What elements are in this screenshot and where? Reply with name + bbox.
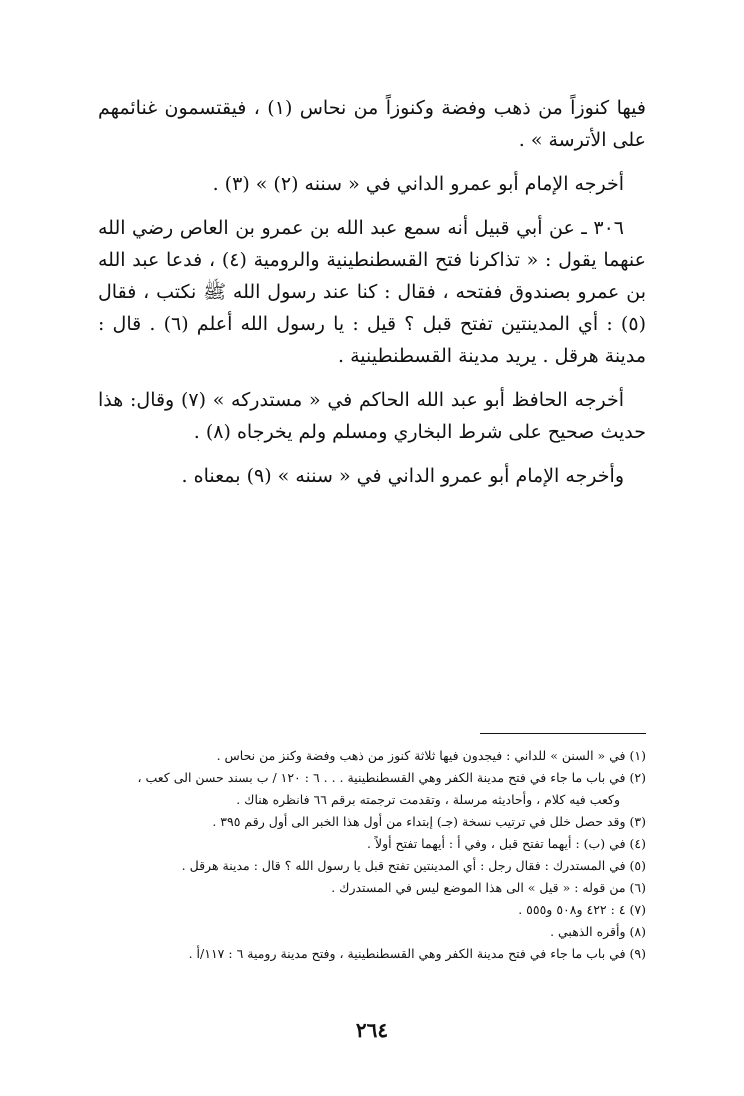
footnote-8: (٨) وأقره الذهبي . [550, 924, 646, 939]
footnote-9: (٩) في باب ما جاء في فتح مدينة الكفر وهي القسطنطينية ، وفتح مدينة رومية ٦ : ١١٧/أ . [188, 946, 646, 961]
footnote-separator [480, 733, 646, 734]
footnote-3: (٣) وقد حصل خلل في ترتيب نسخة (جـ) إبتداء من أول هذا الخبر الى أول رقم ٣٩٥ . [212, 814, 646, 829]
footnote-7: (٧) ٤ : ٤٢٢ و٥٠٨ و٥٥٥ . [518, 902, 646, 917]
footnote-5: (٥) في المستدرك : فقال رجل : أي المدينتين تفتح قبل يا رسول الله ؟ قال : مدينة هرقل . [181, 858, 646, 873]
footnote-1: (١) في « السنن » للداني : فيجدون فيها ثلاثة كنوز من ذهب وفضة وكنز من نحاس . [216, 748, 646, 763]
footnote-6: (٦) من قوله : « قيل » الى هذا الموضع ليس في المستدرك . [331, 880, 646, 895]
footnote-4: (٤) في (ب) : أيهما تفتح قبل ، وفي أ : أيهما تفتح أولاً . [367, 836, 646, 851]
paragraph-source-dani: أخرجه الإمام أبو عمرو الداني في « سننه (٢) » (٣) . [212, 173, 624, 195]
page-number: ٢٦٤ [355, 1018, 389, 1042]
main-text [98, 92, 646, 504]
footnote-2: (٢) في باب ما جاء في فتح مدينة الكفر وهي القسطنطينية . . . ٦ : ١٢٠ / ب بسند حسن الى كعب ، [137, 770, 646, 785]
paragraph-source-dani-2: وأخرجه الإمام أبو عمرو الداني في « سننه » (٩) بمعناه . [181, 465, 624, 487]
paragraph-hadith-306: ٣٠٦ ـ عن أبي قبيل أنه سمع عبد الله بن عمرو بن العاص رضي الله عنهما يقول : « تذاكرنا فتح القسطنطينية والرومية (٤) ، فدعا عبد الله بن عمرو بصندوق ففتحه ، فقال : كنا عند رسول الله ﷺ نكتب ، فقال (٥) : أي المدينتين تفتح قبل ؟ قيل : يا رسول الله أعلم (٦) . قال : مدينة هرقل . يريد مدينة القسطنطينية . [98, 217, 646, 367]
footnote-2-continuation: وكعب فيه كلام ، وأحاديثه مرسلة ، وتقدمت ترجمته برقم ٦٦ فانظره هناك . [236, 792, 620, 807]
paragraph-source-hakim: أخرجه الحافظ أبو عبد الله الحاكم في « مستدركه » (٧) وقال: هذا حديث صحيح على شرط البخاري ومسلم ولم يخرجاه (٨) . [98, 389, 646, 443]
paragraph-continuation: فيها كنوزاً من ذهب وفضة وكنوزاً من نحاس (١) ، فيقتسمون غنائمهم على الأترسة » . [98, 97, 646, 151]
footnotes [98, 745, 646, 965]
